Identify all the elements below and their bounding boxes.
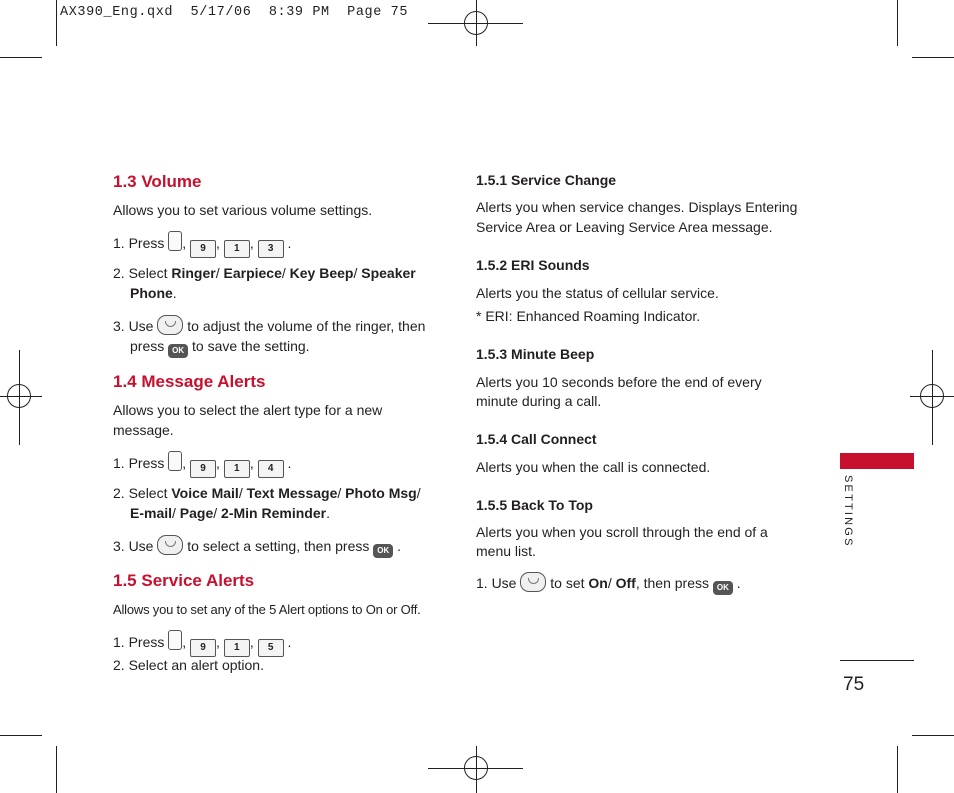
- message-step-2-cont: E-mail/ Page/ 2-Min Reminder.: [130, 505, 330, 521]
- section-heading-service-alerts: 1.5 Service Alerts: [113, 571, 255, 590]
- message-step-2: 2. Select Voice Mail/ Text Message/ Photo Msg/: [113, 485, 421, 501]
- nav-key-icon: [157, 315, 183, 335]
- service-change-text-2: Service Area or Leaving Service Area message.: [476, 219, 773, 235]
- volume-step-3: 3. Use to adjust the volume of the ringer, then: [113, 315, 425, 336]
- section-heading-message-alerts: 1.4 Message Alerts: [113, 372, 266, 391]
- volume-intro: Allows you to set various volume settings.: [113, 202, 373, 218]
- nav-key-icon: [157, 535, 183, 555]
- crop-mark: [0, 735, 42, 736]
- number-key-icon: 3: [258, 240, 284, 258]
- volume-step-2-cont: Phone.: [130, 285, 177, 301]
- volume-step-3-cont: press OK to save the setting.: [130, 336, 310, 358]
- message-step-3: 3. Use to select a setting, then press OK .: [113, 535, 401, 558]
- ok-key-icon: OK: [373, 544, 393, 558]
- crop-mark: [0, 57, 42, 58]
- crop-mark: [912, 735, 954, 736]
- minute-beep-text-2: minute during a call.: [476, 393, 602, 409]
- crop-mark: [897, 0, 898, 46]
- crop-mark: [56, 0, 57, 46]
- number-key-icon: 5: [258, 639, 284, 657]
- registration-mark-icon: [920, 384, 944, 408]
- registration-mark-icon: [464, 11, 488, 35]
- subheading-call-connect: 1.5.4 Call Connect: [476, 431, 597, 447]
- phone-key-icon: [168, 451, 182, 471]
- section-tab-marker: [840, 453, 914, 469]
- ok-key-icon: OK: [713, 581, 733, 595]
- phone-key-icon: [168, 231, 182, 251]
- back-to-top-text-2: menu list.: [476, 543, 536, 559]
- nav-key-icon: [520, 572, 546, 592]
- service-change-text-1: Alerts you when service changes. Displays Entering: [476, 199, 798, 215]
- subheading-service-change: 1.5.1 Service Change: [476, 172, 617, 188]
- service-intro: Allows you to set any of the 5 Alert options to On or Off.: [113, 602, 421, 617]
- number-key-icon: 1: [224, 460, 250, 478]
- number-key-icon: 1: [224, 639, 250, 657]
- back-to-top-text-1: Alerts you when you scroll through the end of a: [476, 524, 768, 540]
- eri-text-2: * ERI: Enhanced Roaming Indicator.: [476, 308, 701, 324]
- ok-key-icon: OK: [168, 344, 188, 358]
- registration-mark-icon: [7, 384, 31, 408]
- message-intro-2: message.: [113, 422, 174, 438]
- minute-beep-text-1: Alerts you 10 seconds before the end of every: [476, 374, 762, 390]
- page-number-rule: [840, 660, 914, 661]
- number-key-icon: 9: [190, 639, 216, 657]
- print-slug: AX390_Eng.qxd 5/17/06 8:39 PM Page 75: [60, 5, 409, 20]
- message-step-1: 1. Press , 9 , 1 , 4 .: [113, 451, 291, 478]
- registration-mark-icon: [464, 756, 488, 780]
- crop-mark: [912, 57, 954, 58]
- page-number: 75: [843, 674, 865, 695]
- crop-mark: [56, 746, 57, 793]
- subheading-eri-sounds: 1.5.2 ERI Sounds: [476, 257, 590, 273]
- number-key-icon: 9: [190, 460, 216, 478]
- subheading-minute-beep: 1.5.3 Minute Beep: [476, 346, 595, 362]
- service-step-1: 1. Press , 9 , 1 , 5 .: [113, 630, 291, 657]
- number-key-icon: 1: [224, 240, 250, 258]
- number-key-icon: 4: [258, 460, 284, 478]
- phone-key-icon: [168, 630, 182, 650]
- service-step-2: 2. Select an alert option.: [113, 657, 264, 673]
- back-to-top-step: 1. Use to set On/ Off, then press OK .: [476, 572, 741, 595]
- volume-step-2: 2. Select Ringer/ Earpiece/ Key Beep/ Speaker: [113, 265, 416, 281]
- section-heading-volume: 1.3 Volume: [113, 172, 202, 191]
- call-connect-text: Alerts you when the call is connected.: [476, 459, 711, 475]
- message-intro-1: Allows you to select the alert type for a new: [113, 402, 383, 418]
- section-tab-label: SETTINGS: [842, 475, 854, 548]
- eri-text-1: Alerts you the status of cellular service.: [476, 285, 719, 301]
- volume-step-1: 1. Press , 9 , 1 , 3 .: [113, 231, 291, 258]
- crop-mark: [897, 746, 898, 793]
- subheading-back-to-top: 1.5.5 Back To Top: [476, 497, 593, 513]
- number-key-icon: 9: [190, 240, 216, 258]
